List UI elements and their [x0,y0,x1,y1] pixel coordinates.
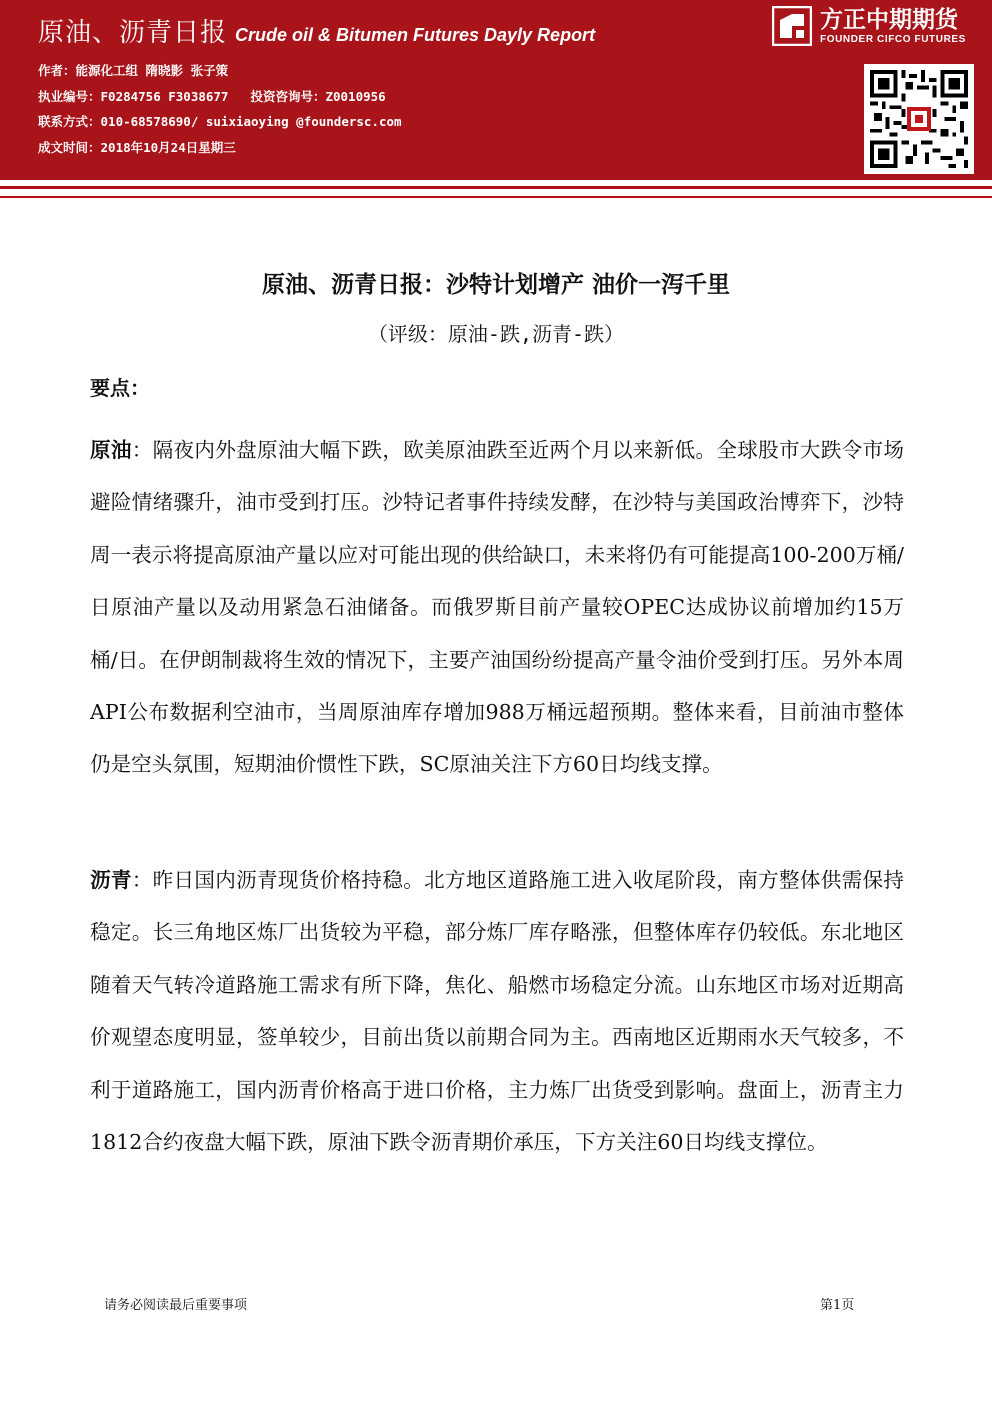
logo-name-cn: 方正中期期货 [820,7,958,33]
page-number: 第1页 [820,1298,855,1313]
founder-logo-mark-icon [772,6,812,46]
bitumen-text: ：昨日国内沥青现货价格持稳。北方地区道路施工进入收尾阶段，南方整体供需保持稳定。长三角地区炼厂出货较为平稳，部分炼厂库存略涨，但整体库存仍较低。东北地区随着天气转冷道路施工需求有所下降，焦化、船燃市场稳定分流。山东地区市场对近期高价观望态度明显，签单较少，目前出货以前期合同为主。西南地区近期雨水天气较多，不利于道路施工，国内沥青价格高于进口价格，主力炼厂出货受到影响。盘面上，沥青主力1812合约夜盘大幅下跌，原油下跌令沥青期价承压，下方关注60日均线支撑位。 [90,868,905,1155]
report-header [0,0,992,180]
author-line [38,58,402,84]
license-value: F0284756 F3038677 [100,88,229,104]
crude-oil-paragraph [90,424,904,791]
crude-oil-lead: 原油 [90,438,132,462]
report-title-en: Crude oil & Bitumen Futures Dayly Report [235,25,596,45]
report-title-cn: 原油、沥青日报 [38,18,228,48]
contact-line [38,109,402,135]
logo-name-en: FOUNDER CIFCO FUTURES [820,34,966,45]
qr-code-icon [870,70,968,168]
contact-value: 010-68578690/ suixiaoying @foundersc.com [100,114,402,129]
author-value: 能源化工组 隋晓影 张子策 [75,63,229,78]
key-points-heading: 要点： [90,376,150,400]
author-label: 作者： [38,63,76,78]
bitumen-lead: 沥青 [90,868,132,892]
date-label: 成文时间： [38,139,101,155]
contact-label: 联系方式： [38,114,101,129]
document-rating: （评级：原油-跌,沥青-跌） [367,322,625,346]
footer-disclaimer: 请务必阅读最后重要事项 [104,1298,248,1313]
consult-value: Z0010956 [325,88,386,104]
document-title: 原油、沥青日报：沙特计划增产 油价一泻千里 [261,272,730,298]
logo-text [820,6,966,46]
date-value: 2018年10月24日星期三 [100,139,236,155]
header-divider [0,186,992,198]
crude-oil-text: ：隔夜内外盘原油大幅下跌，欧美原油跌至近两个月以来新低。全球股市大跌令市场避险情绪骤升，油市受到打压。沙特记者事件持续发酵，在沙特与美国政治博弈下，沙特周一表示将提高原油产量以应对可能出现的供给缺口，未来将仍有可能提高100-200万桶/日原油产量以及动用紧急石油储备。而俄罗斯目前产量较OPEC达成协议前增加约15万桶/日。在伊朗制裁将生效的情况下，主要产油国纷纷提高产量令油价受到打压。另外本周API公布数据利空油市，当周原油库存增加988万桶远超预期。整体来看，目前油市整体仍是空头氛围，短期油价惯性下跌，SC原油关注下方60日均线支撑。 [90,438,905,777]
company-logo [772,6,966,46]
date-line [38,135,402,161]
license-line [38,84,402,110]
report-title-row [38,12,595,49]
consult-label: 投资咨询号： [250,88,326,104]
license-label: 执业编号： [38,88,101,104]
qr-code [864,64,974,174]
bitumen-paragraph [90,854,904,1168]
author-meta [38,58,402,160]
